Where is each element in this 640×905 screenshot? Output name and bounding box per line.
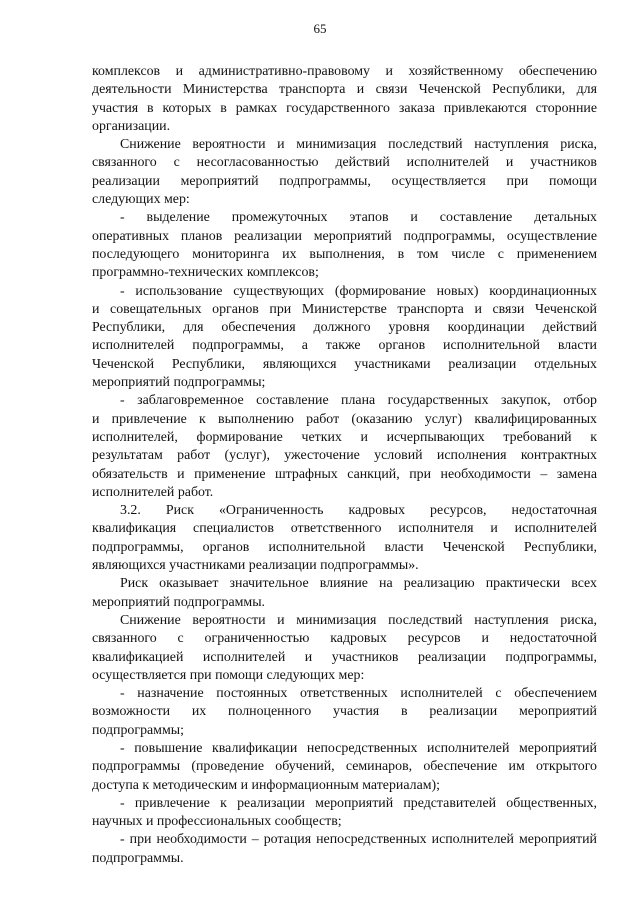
text-line: Республики, для обеспечения должного уровня координации действий — [92, 320, 597, 336]
text-line: квалификация специалистов ответственного исполнителя и исполнителей — [92, 521, 597, 537]
text-line: подпрограммы. — [92, 850, 184, 866]
text-line: участия в которых в рамках государственного заказа привлекаются сторонние — [92, 100, 597, 116]
text-line: Риск оказывает значительное влияние на реализацию практически всех — [120, 576, 597, 592]
paragraph — [92, 502, 597, 575]
text-line: комплексов и административно-правовому и хозяйственному обеспечению — [92, 64, 597, 79]
paragraph — [92, 685, 597, 740]
paragraph — [92, 575, 597, 612]
text-line: научных и профессиональных сообществ; — [92, 814, 342, 830]
text-line: исполнителей работ. — [92, 484, 214, 500]
text-line: обязательств и применение штрафных санкций, при необходимости – замена — [92, 466, 597, 482]
text-line: 3.2. Риск «Ограниченность кадровых ресурсов, недостаточная — [120, 503, 597, 519]
paragraph — [92, 283, 597, 393]
text-line: деятельности Министерства транспорта и связи Чеченской Республики, для — [92, 82, 597, 98]
text-line: Снижение вероятности и минимизация последствий наступления риска, — [120, 137, 597, 153]
text-line: квалификацией исполнителей и участников реализации подпрограммы, — [92, 649, 597, 665]
text-line: следующих мер: — [92, 192, 190, 208]
text-line: реализации мероприятий подпрограммы, осуществляется при помощи — [92, 173, 597, 189]
text-line: подпрограммы (проведение обучений, семинаров, обеспечение им открытого — [92, 759, 597, 775]
text-line: подпрограммы, органов исполнительной власти Чеченской Республики, — [92, 539, 597, 555]
text-line: - при необходимости – ротация непосредственных исполнителей мероприятий — [120, 832, 597, 848]
page-body — [92, 63, 597, 868]
text-line: последующего мониторинга их выполнения, в том числе с применением — [92, 246, 597, 262]
text-line: исполнителей, формирование четких и исчерпывающих требований к — [92, 429, 597, 445]
text-line: Снижение вероятности и минимизация последствий наступления риска, — [120, 612, 597, 628]
text-line: мероприятий подпрограммы; — [92, 375, 266, 391]
text-line: и совещательных органов при Министерстве транспорта и связи Чеченской — [92, 301, 597, 317]
page-number: 65 — [313, 21, 327, 36]
text-line: - использование существующих (формирование новых) координационных — [120, 283, 597, 299]
paragraph — [92, 831, 597, 868]
text-line: Чеченской Республики, являющихся участниками реализации отдельных — [92, 356, 597, 372]
text-line: мероприятий подпрограммы. — [92, 594, 266, 610]
text-line: программно-технических комплексов; — [92, 265, 319, 281]
text-line: осуществляется при помощи следующих мер: — [92, 667, 365, 683]
text-line: результатам работ (услуг), ужесточение условий исполнения контрактных — [92, 448, 597, 464]
text-line: подпрограммы; — [92, 722, 184, 738]
text-line: - назначение постоянных ответственных исполнителей с обеспечением — [120, 686, 597, 702]
paragraph — [92, 740, 597, 795]
text-line: связанного с ограниченностью кадровых ресурсов и недостаточной — [92, 631, 597, 647]
paragraph — [92, 63, 597, 136]
paragraph — [92, 795, 597, 832]
text-line: возможности их полноценного участия в реализации мероприятий — [92, 704, 597, 720]
paragraph — [92, 209, 597, 282]
paragraph — [92, 392, 597, 502]
text-line: - заблаговременное составление плана государственных закупок, отбор — [120, 393, 597, 409]
paragraph — [92, 612, 597, 685]
text-line: связанного с несогласованностью действий исполнителей и участников — [92, 155, 597, 171]
text-line: исполнителей подпрограммы, а также органов исполнительной власти — [92, 338, 597, 354]
text-line: оперативных планов реализации мероприятий подпрограммы, осуществление — [92, 228, 597, 244]
text-line: являющихся участниками реализации подпрограммы». — [92, 558, 419, 574]
text-line: и привлечение к выполнению работ (оказанию услуг) квалифицированных — [92, 411, 597, 427]
text-line: - повышение квалификации непосредственных исполнителей мероприятий — [120, 740, 597, 756]
paragraph — [92, 136, 597, 209]
text-line: - выделение промежуточных этапов и составление детальных — [120, 210, 597, 226]
text-line: организации. — [92, 118, 171, 134]
text-line: - привлечение к реализации мероприятий представителей общественных, — [120, 795, 597, 811]
text-line: доступа к методическим и информационным материалам); — [92, 777, 441, 793]
